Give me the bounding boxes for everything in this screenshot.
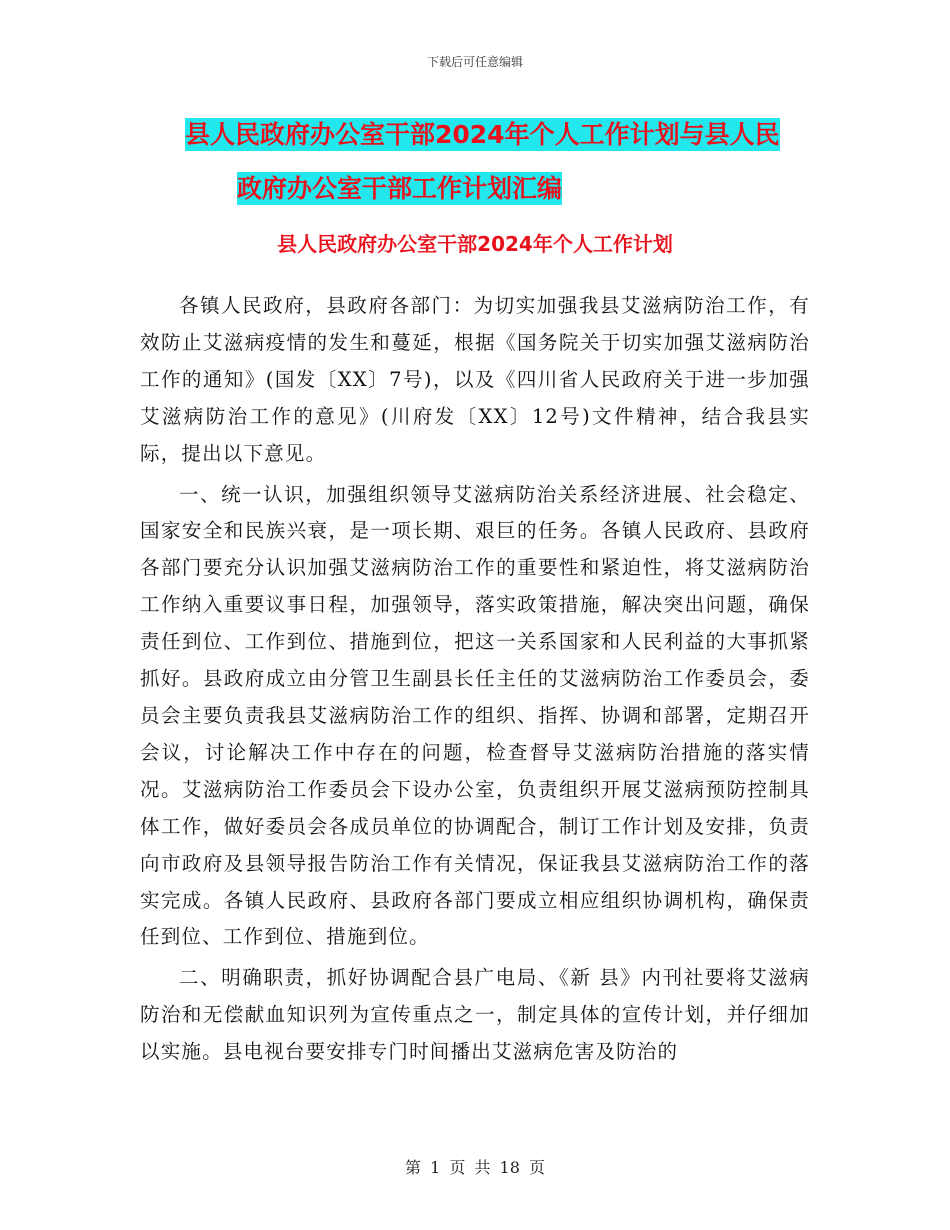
body-text (140, 288, 810, 1071)
paragraph-section-1: 一、统一认识，加强组织领导艾滋病防治关系经济进展、社会稳定、国家安全和民族兴衰，是一项长期、艰巨的任务。各镇人民政府、县政府各部门要充分认识加强艾滋病防治工作的重要性和紧迫性，将艾滋病防治工作纳入重要议事日程，加强领导，落实政策措施，解决突出问题，确保责任到位、工作到位、措施到位，把这一关系国家和人民利益的大事抓紧抓好。县政府成立由分管卫生副县长任主任的艾滋病防治工作委员会，委员会主要负责我县艾滋病防治工作的组织、指挥、协调和部署，定期召开会议，讨论解决工作中存在的问题，检查督导艾滋病防治措施的落实情况。艾滋病防治工作委员会下设办公室，负责组织开展艾滋病预防控制具体工作，做好委员会各成员单位的协调配合，制订工作计划及安排，负责向市政府及县领导报告防治工作有关情况，保证我县艾滋病防治工作的落实完成。各镇人民政府、县政府各部门要成立相应组织协调机构，确保责任到位、工作到位、措施到位。 (140, 482, 810, 949)
page-number-footer: 第 1 页 共 18 页 (405, 1158, 545, 1177)
paragraph-intro: 各镇人民政府，县政府各部门：为切实加强我县艾滋病防治工作，有效防止艾滋病疫情的发生和蔓延，根据《国务院关于切实加强艾滋病防治工作的通知》(国发〔XX〕7号)，以及《四川省人民政府关于进一步加强艾滋病防治工作的意见》(川府发〔XX〕12号)文件精神，结合我县实际，提出以下意见。 (140, 294, 810, 465)
document-title-line-2: 政府办公室干部工作计划汇编 (237, 174, 563, 203)
paragraph-section-2: 二、明确职责，抓好协调配合县广电局、《新 县》内刊社要将艾滋病防治和无偿献血知识列为宣传重点之一，制定具体的宣传计划，并仔细加以实施。县电视台要安排专门时间播出艾滋病危害及防治的 (140, 966, 810, 1064)
header-note: 下载后可任意编辑 (426, 55, 523, 69)
section-title: 县人民政府办公室干部2024年个人工作计划 (277, 232, 673, 256)
document-title (185, 108, 825, 216)
document-title-line-1: 县人民政府办公室干部2024年个人工作计划与县人民 (185, 120, 780, 149)
